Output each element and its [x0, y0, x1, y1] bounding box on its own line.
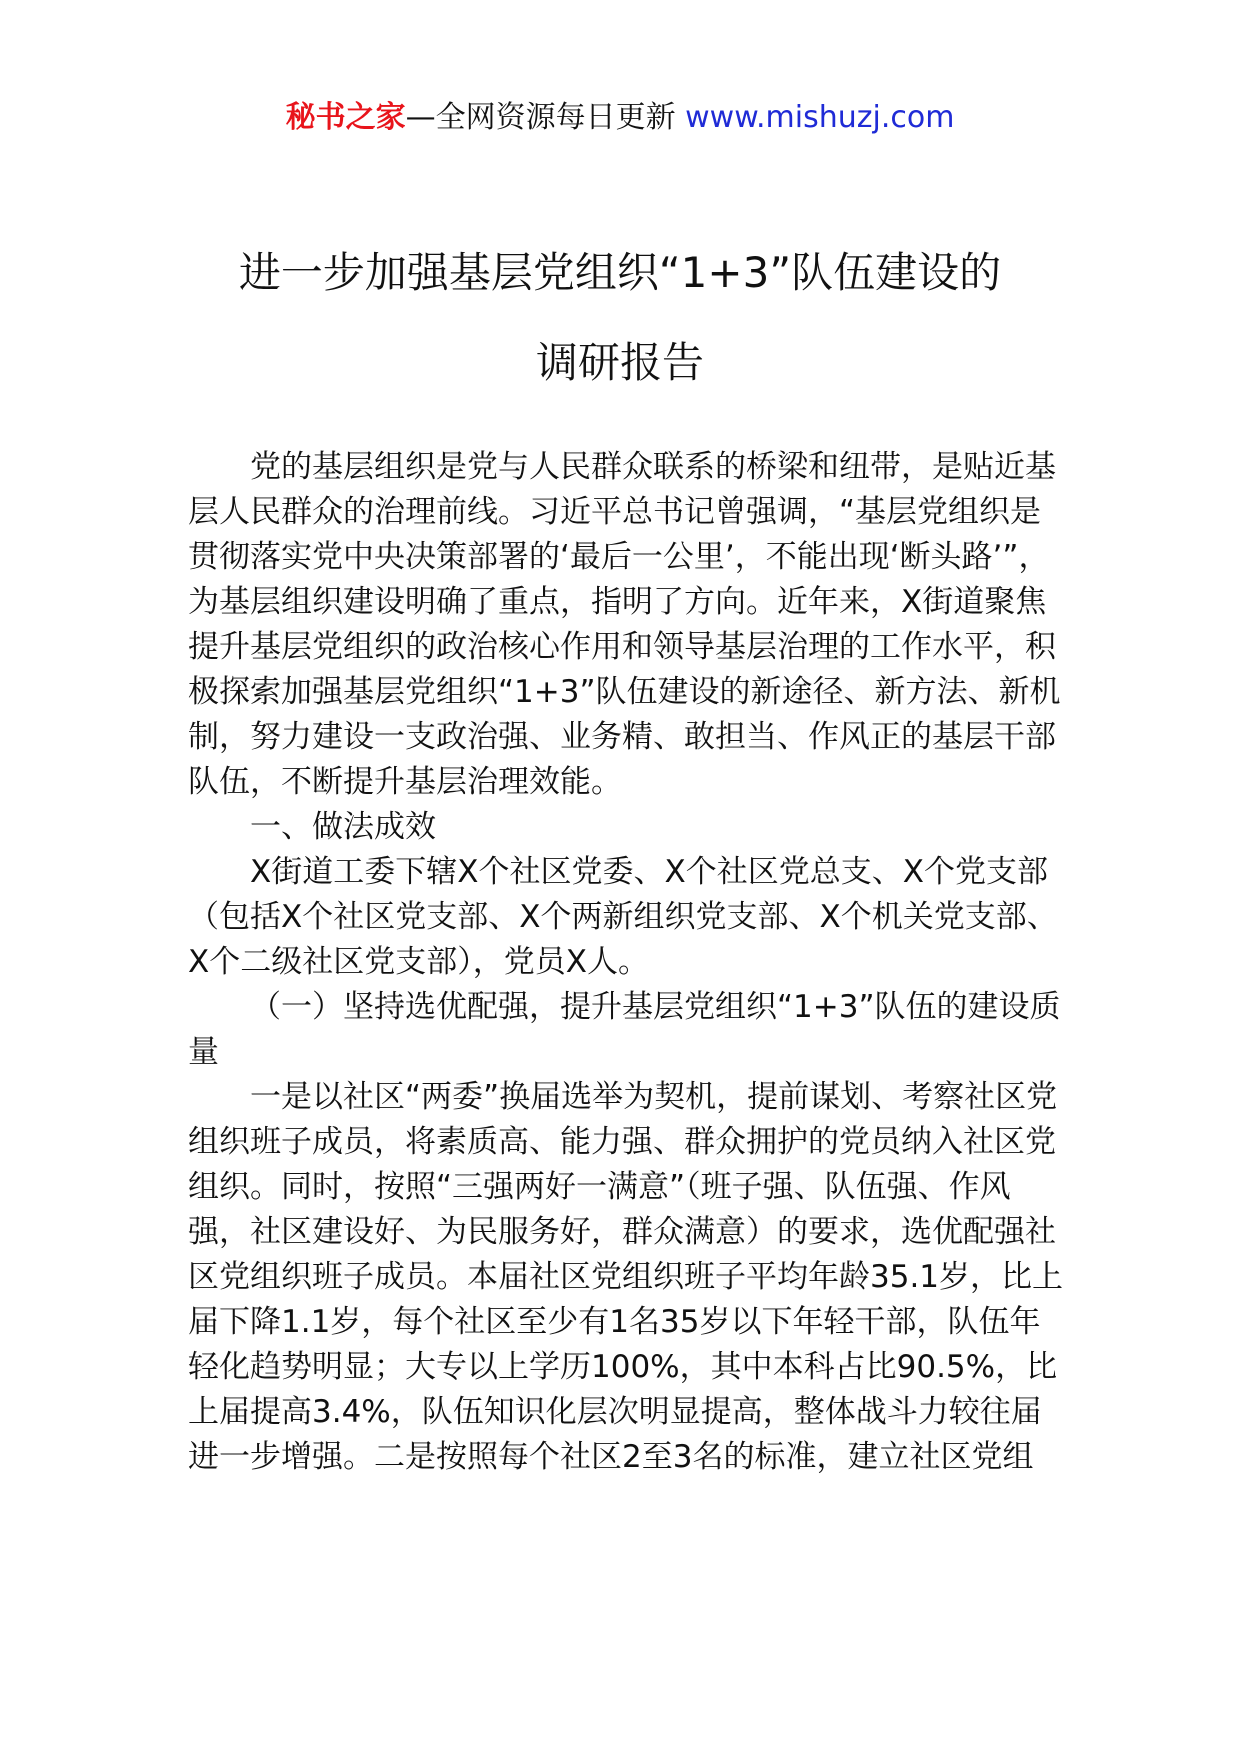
site-url-link[interactable]: www.mishuzj.com — [685, 100, 955, 135]
document-title — [0, 228, 1240, 408]
section-heading: 一、做法成效 — [250, 809, 436, 845]
title-line-2: 调研报告 — [535, 338, 704, 387]
site-header — [0, 98, 1240, 138]
document-body — [188, 445, 1068, 1480]
title-line-1: 进一步加强基层党组织“1+3”队伍建设的 — [238, 248, 1002, 297]
section-paragraph: X街道工委下辖X个社区党委、X个社区党总支、X个党支部（包括X个社区党支部、X个两新组织党支部、X个机关党支部、X个二级社区党支部），党员X人。 — [188, 854, 1058, 980]
site-brand: 秘书之家 — [285, 100, 406, 135]
subsection-heading: （一）坚持选优配强，提升基层党组织“1+3”队伍的建设质量 — [188, 989, 1061, 1070]
site-tagline: —全网资源每日更新 — [405, 100, 686, 135]
intro-paragraph: 党的基层组织是党与人民群众联系的桥梁和纽带，是贴近基层人民群众的治理前线。习近平总书记曾强调，“基层党组织是贯彻落实党中央决策部署的‘最后一公里’，不能出现‘断头路’”，为基层组织建设明确了重点，指明了方向。近年来，X街道聚焦提升基层党组织的政治核心作用和领导基层治理的工作水平，积极探索加强基层党组织“1+3”队伍建设的新途径、新方法、新机制，努力建设一支政治强、业务精、敢担当、作风正的基层干部队伍，不断提升基层治理效能。 — [188, 449, 1061, 800]
subsection-paragraph: 一是以社区“两委”换届选举为契机，提前谋划、考察社区党组织班子成员，将素质高、能力强、群众拥护的党员纳入社区党组织。同时，按照“三强两好一满意”（班子强、队伍强、作风强，社区建设好、为民服务好，群众满意）的要求，选优配强社区党组织班子成员。本届社区党组织班子平均年龄35.1岁，比上届下降1.1岁，每个社区至少有1名35岁以下年轻干部，队伍年轻化趋势明显；大专以上学历100%，其中本科占比90.5%，比上届提高3.4%，队伍知识化层次明显提高，整体战斗力较往届进一步增强。二是按照每个社区2至3名的标准，建立社区党组 — [188, 1079, 1064, 1475]
